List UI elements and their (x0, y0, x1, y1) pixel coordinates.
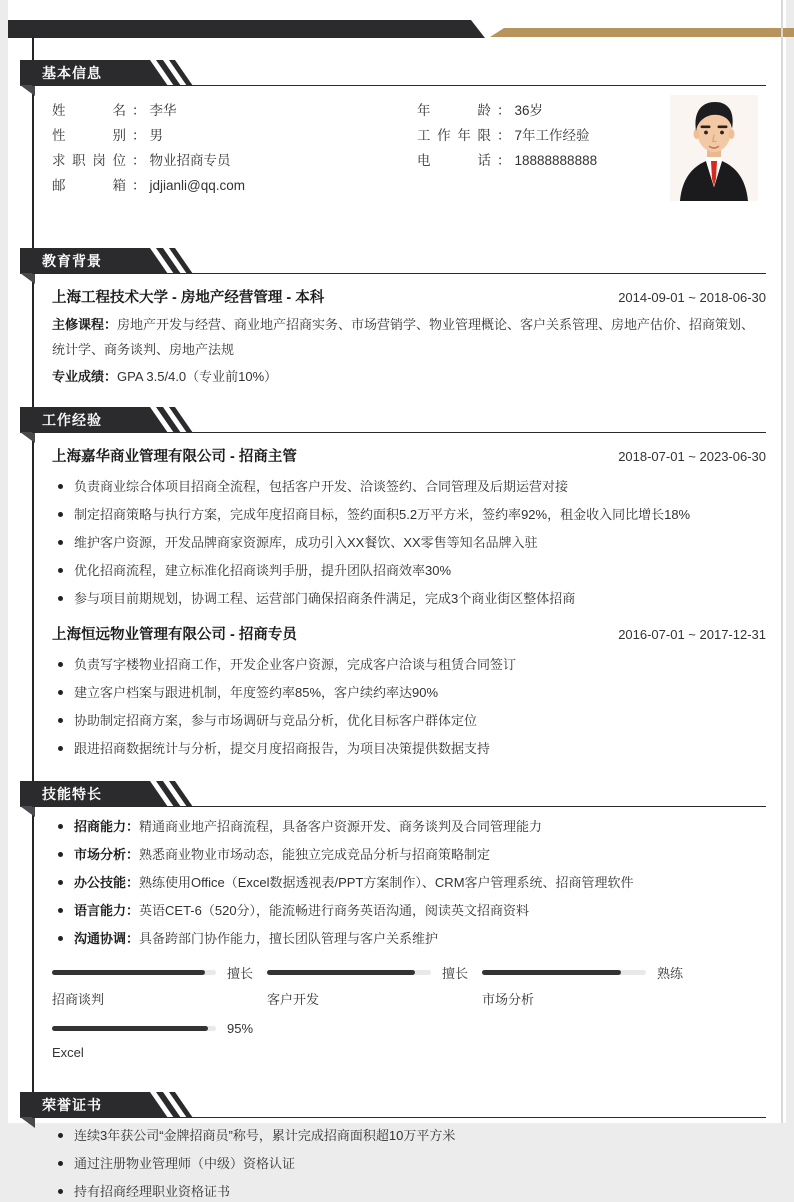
skill-label: 市场分析： (74, 847, 140, 862)
section-header-honors (20, 1092, 766, 1118)
job-bullet (52, 505, 766, 525)
bullet-dot-icon (58, 880, 63, 885)
skill-bullet (52, 873, 766, 893)
bar-name: 招商谈判 (52, 992, 105, 1007)
bullet-text: 连续3年获公司“金牌招商员”称号，累计完成招商面积超10万平方米 (74, 1128, 456, 1143)
info-value-gender: 男 (149, 128, 163, 143)
bar-track (52, 970, 216, 975)
section-header-basic-info (20, 60, 766, 86)
bullet-dot-icon (58, 1161, 63, 1166)
bar-level-label: 擅长 (442, 965, 469, 981)
banner-fold (20, 806, 35, 817)
honor-bullet (52, 1154, 766, 1174)
company-title: 上海恒远物业管理有限公司 - 招商专员 (52, 627, 297, 643)
bullet-text: 参与项目前期规划，协调工程、运营部门确保招商条件满足，完成3个商业街区整体招商 (74, 591, 576, 606)
info-label: 性别 (52, 128, 126, 143)
bar-level-label: 熟练 (657, 965, 684, 981)
job-date-range: 2016-07-01 ~ 2017-12-31 (618, 627, 766, 642)
bullet-dot-icon (58, 936, 63, 941)
banner-fold (20, 1117, 35, 1128)
section-title: 荣誉证书 (42, 1097, 102, 1113)
section-title: 教育背景 (42, 253, 102, 269)
section-title: 基本信息 (42, 65, 102, 81)
info-label: 邮箱 (52, 178, 126, 193)
skill-text: 具备跨部门协作能力，擅长团队管理与客户关系维护 (139, 931, 439, 946)
bullet-dot-icon (58, 1189, 63, 1194)
info-value-position: 物业招商专员 (149, 153, 231, 168)
bar-level-label: 擅长 (227, 965, 254, 981)
basic-info-grid (52, 98, 766, 198)
bullet-dot-icon (58, 718, 63, 723)
info-row-gender (52, 123, 417, 148)
job-bullet (52, 561, 766, 581)
skill-text: 熟练使用Office（Excel数据透视表/PPT方案制作）、CRM客户管理系统、招商管理软件 (139, 875, 634, 890)
bullet-text: 优化招商流程，建立标准化招商谈判手册，提升团队招商效率30% (74, 563, 452, 578)
bar-name: Excel (52, 1045, 84, 1060)
job-date-range: 2018-07-01 ~ 2023-06-30 (618, 449, 766, 464)
skill-label: 语言能力： (74, 903, 140, 918)
gpa-label: 专业成绩： (52, 369, 118, 384)
education-date-range: 2014-09-01 ~ 2018-06-30 (618, 290, 766, 305)
bar-row (52, 965, 267, 979)
skill-text: 熟悉商业物业市场动态，能独立完成竞品分析与招商策略制定 (139, 847, 491, 862)
skill-bullet-list (52, 817, 766, 949)
bullet-text: 跟进招商数据统计与分析，提交月度招商报告，为项目决策提供数据支持 (74, 741, 491, 756)
section-title: 工作经验 (42, 412, 102, 428)
bar-fill (482, 970, 621, 975)
bullet-text: 协助制定招商方案，参与市场调研与竞品分析，优化目标客户群体定位 (74, 713, 478, 728)
info-label: 工作年限 (417, 128, 491, 143)
bar-name: 市场分析 (482, 992, 535, 1007)
gpa-text: GPA 3.5/4.0（专业前10%） (117, 369, 278, 384)
skill-bullet (52, 845, 766, 865)
honor-bullet (52, 1182, 766, 1202)
job-entry-header (52, 623, 766, 647)
bullet-dot-icon (58, 484, 63, 489)
skill-bullet (52, 817, 766, 837)
skill-text: 精通商业地产招商流程，具备客户资源开发、商务谈判及合同管理能力 (139, 819, 543, 834)
bullet-dot-icon (58, 1133, 63, 1138)
bar-track (267, 970, 431, 975)
bullet-dot-icon (58, 568, 63, 573)
skill-bar-client-development (267, 965, 482, 1008)
bullet-text: 通过注册物业管理师（中级）资格认证 (74, 1156, 296, 1171)
info-row-target-position (52, 148, 417, 173)
bar-fill (52, 1026, 208, 1031)
education-courses-line (52, 312, 766, 362)
bar-fill (267, 970, 415, 975)
skill-label: 沟通协调： (74, 931, 140, 946)
education-gpa-line (52, 364, 766, 389)
bullet-text: 建立客户档案与跟进机制，年度签约率85%，客户续约率达90% (74, 685, 439, 700)
info-value-age: 36岁 (514, 103, 544, 118)
info-colon: ： (132, 103, 146, 118)
bullet-text: 维护客户资源，开发品牌商家资源库，成功引入XX餐饮、XX零售等知名品牌入驻 (74, 535, 538, 550)
section-title: 技能特长 (42, 786, 102, 802)
info-colon: ： (497, 153, 511, 168)
job-bullet (52, 477, 766, 497)
bullet-text: 制定招商策略与执行方案，完成年度招商目标，签约面积5.2万平方米，签约率92%，租金收入同比增长18% (74, 507, 691, 522)
company-title: 上海嘉华商业管理有限公司 - 招商主管 (52, 449, 297, 465)
bullet-text: 负责写字楼物业招商工作，开发企业客户资源，完成客户洽谈与租赁合同签订 (74, 657, 517, 672)
job-bullet (52, 533, 766, 553)
info-colon: ： (132, 153, 146, 168)
job-bullet (52, 739, 766, 759)
bullet-dot-icon (58, 662, 63, 667)
skill-bullet (52, 929, 766, 949)
job-bullet-list (52, 477, 766, 609)
section-header-experience (20, 407, 766, 433)
skill-bullet (52, 901, 766, 921)
bar-track (482, 970, 646, 975)
bar-row (267, 965, 482, 979)
section-header-skills (20, 781, 766, 807)
top-decor-bar-gold (490, 28, 794, 37)
skill-label: 招商能力： (74, 819, 140, 834)
info-colon: ： (132, 178, 146, 193)
bullet-dot-icon (58, 596, 63, 601)
info-value-email: jdjianli@qq.com (149, 178, 245, 193)
job-bullet (52, 683, 766, 703)
bullet-text (74, 817, 542, 837)
bullet-text (74, 845, 490, 865)
bar-name: 客户开发 (267, 992, 320, 1007)
banner-fold (20, 85, 35, 96)
page-edge (781, 0, 783, 1123)
bar-track (52, 1026, 216, 1031)
school-degree-title: 上海工程技术大学 - 房地产经营管理 - 本科 (52, 290, 325, 306)
info-colon: ： (497, 103, 511, 118)
skill-bars-row-1 (52, 965, 766, 1008)
skill-text: 英语CET-6（520分），能流畅进行商务英语沟通，阅读英文招商资料 (139, 903, 530, 918)
courses-label: 主修课程： (52, 317, 118, 332)
info-label: 年龄 (417, 103, 491, 118)
top-decor-bar-black (8, 20, 485, 38)
skill-label: 办公技能： (74, 875, 140, 890)
section-header-education (20, 248, 766, 274)
job-bullet (52, 711, 766, 731)
basic-info-left-column (52, 98, 417, 198)
male-portrait-avatar-icon (670, 95, 758, 201)
bullet-dot-icon (58, 824, 63, 829)
bullet-text (74, 873, 634, 893)
honor-bullet (52, 1126, 766, 1146)
skill-bars-row-2 (52, 1021, 766, 1060)
job-bullet (52, 589, 766, 609)
left-vertical-rule (32, 37, 34, 1123)
info-colon: ： (497, 128, 511, 143)
skill-bar-excel (52, 1021, 267, 1060)
bullet-dot-icon (58, 908, 63, 913)
resume-page (8, 0, 786, 1199)
info-row-email (52, 173, 417, 198)
honor-bullet-list (52, 1126, 766, 1202)
bullet-dot-icon (58, 746, 63, 751)
bullet-text (74, 929, 438, 949)
info-row-name (52, 98, 417, 123)
info-label: 电话 (417, 153, 491, 168)
job-entry-header (52, 445, 766, 469)
bullet-text: 负责商业综合体项目招商全流程，包括客户开发、洽谈签约、合同管理及后期运营对接 (74, 479, 569, 494)
info-label: 姓名 (52, 103, 126, 118)
bullet-text: 持有招商经理职业资格证书 (74, 1184, 231, 1199)
bullet-dot-icon (58, 690, 63, 695)
bar-row (52, 1021, 267, 1035)
job-bullet (52, 655, 766, 675)
info-label: 求职岗位 (52, 153, 126, 168)
bar-level-label: 95% (227, 1020, 254, 1036)
info-value-phone: 18888888888 (514, 153, 598, 168)
info-colon: ： (132, 128, 146, 143)
bullet-dot-icon (58, 852, 63, 857)
skill-bar-negotiation (52, 965, 267, 1008)
courses-text: 房地产开发与经营、商业地产招商实务、市场营销学、物业管理概论、客户关系管理、房地产估价、招商策划、统计学、商务谈判、房地产法规 (52, 317, 755, 357)
bar-row (482, 965, 697, 979)
bullet-text (74, 901, 529, 921)
education-entry-header (52, 286, 766, 310)
info-value-years: 7年工作经验 (514, 128, 590, 143)
info-value-name: 李华 (149, 103, 177, 118)
bar-fill (52, 970, 205, 975)
bullet-dot-icon (58, 512, 63, 517)
job-bullet-list (52, 655, 766, 759)
bullet-dot-icon (58, 540, 63, 545)
skill-bar-market-analysis (482, 965, 697, 1008)
